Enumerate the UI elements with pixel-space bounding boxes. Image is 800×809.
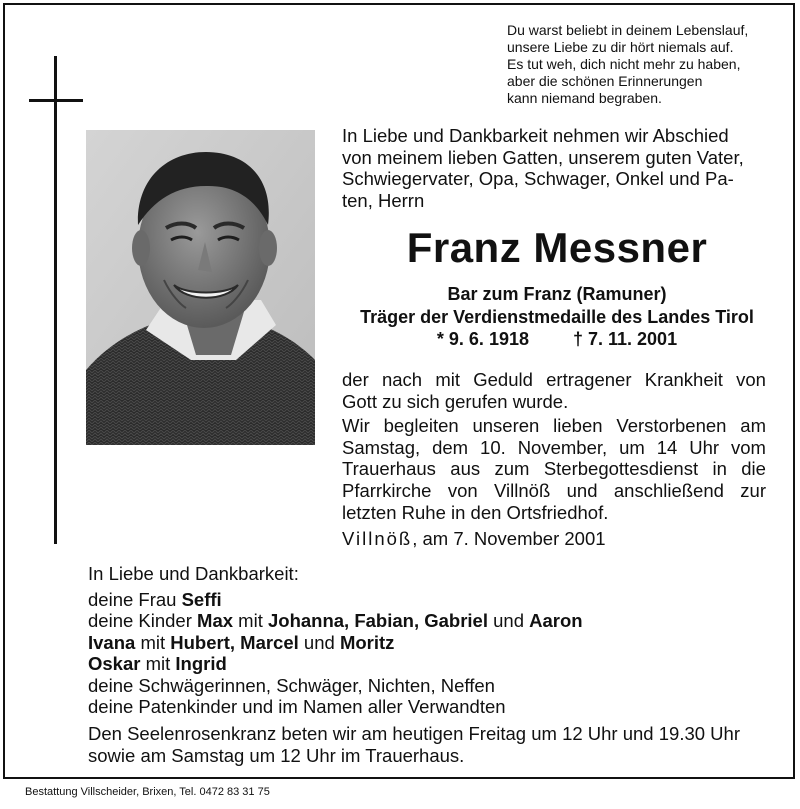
rosary-notice bbox=[88, 723, 768, 767]
honor-line: Träger der Verdienstmedaille des Landes Tirol bbox=[360, 307, 754, 327]
cross-vertical-bar bbox=[54, 56, 57, 544]
intro-text bbox=[342, 125, 772, 211]
intro-line: In Liebe und Dankbarkeit nehmen wir Abschied bbox=[342, 125, 729, 146]
birth-date: * 9. 6. 1918 bbox=[436, 329, 529, 349]
spouse-name: Ingrid bbox=[175, 653, 227, 674]
funeral-details bbox=[342, 415, 766, 523]
place-name: Villnöß bbox=[342, 528, 413, 549]
grandchildren-names: Hubert, Marcel bbox=[170, 631, 299, 653]
connector: und bbox=[487, 610, 530, 631]
grandchildren-names: Johanna, Fabian, Gabriel bbox=[267, 610, 488, 631]
intro-line: von meinem lieben Gatten, unserem guten Vater, bbox=[342, 146, 744, 168]
family-line-relatives: deine Schwägerinnen, Schwäger, Nichten, Neffen bbox=[88, 674, 495, 696]
notice-body bbox=[342, 369, 766, 523]
child-name: Ivana bbox=[88, 631, 136, 653]
poem-line: kann niemand begraben. bbox=[507, 90, 662, 106]
cross-horizontal-bar bbox=[29, 99, 83, 102]
body-line: letzten Ruhe in den Ortsfriedhof. bbox=[342, 501, 609, 523]
body-line: Trauerhaus aus zum Sterbegottesdienst in die bbox=[342, 458, 766, 480]
body-line: der nach mit Geduld ertragener Krankheit von bbox=[342, 369, 766, 390]
connector: mit bbox=[135, 631, 171, 653]
rosary-line: Den Seelenrosenkranz beten wir am heutigen Freitag um 12 Uhr und 19.30 Uhr bbox=[88, 723, 740, 744]
family-list bbox=[88, 563, 768, 718]
funeral-home-credit: Bestattung Villscheider, Brixen, Tel. 0472 83 31 75 bbox=[25, 786, 270, 798]
poem-line: aber die schönen Erinnerungen bbox=[507, 73, 703, 89]
deceased-name: Franz Messner bbox=[406, 224, 708, 271]
portrait-photo bbox=[86, 130, 315, 445]
poem-line: Es tut weh, dich nicht mehr zu haben, bbox=[507, 56, 741, 72]
family-heading: In Liebe und Dankbarkeit: bbox=[88, 563, 299, 584]
family-line-child2 bbox=[88, 632, 768, 654]
child-name: Max bbox=[197, 610, 234, 631]
child-name: Oskar bbox=[88, 653, 141, 674]
business-name: Bar zum Franz (Ramuner) bbox=[447, 284, 667, 304]
grandchild-name: Moritz bbox=[339, 631, 395, 653]
intro-line: ten, Herrn bbox=[342, 189, 425, 211]
death-date: † 7. 11. 2001 bbox=[572, 329, 678, 349]
relation-label: deine Frau bbox=[88, 588, 182, 610]
family-line-wife bbox=[88, 589, 768, 611]
body-line: Wir begleiten unseren lieben Verstorbenen am bbox=[342, 415, 766, 437]
poem bbox=[507, 22, 787, 107]
poem-line: unsere Liebe zu dir hört niemals auf. bbox=[507, 39, 734, 55]
body-line: Gott zu sich gerufen wurde. bbox=[342, 390, 569, 412]
connector: mit bbox=[233, 610, 268, 631]
grandchild-name: Aaron bbox=[529, 610, 583, 631]
rosary-line: sowie am Samstag um 12 Uhr im Trauerhaus. bbox=[88, 745, 465, 766]
relation-label: deine Kinder bbox=[88, 610, 198, 631]
family-line-child3 bbox=[88, 653, 768, 675]
connector: mit bbox=[140, 653, 176, 674]
body-line: Pfarrkirche von Villnöß und anschließend zur bbox=[342, 479, 766, 501]
family-line-godchildren: deine Patenkinder und im Namen aller Verwandten bbox=[88, 696, 506, 717]
poem-line: Du warst beliebt in deinem Lebenslauf, bbox=[507, 22, 749, 38]
notice-date: , am 7. November 2001 bbox=[412, 528, 606, 549]
body-line: Samstag, dem 10. November, um 14 Uhr vom bbox=[342, 436, 766, 458]
family-line-children bbox=[88, 610, 768, 632]
connector: und bbox=[298, 631, 340, 653]
life-dates bbox=[342, 328, 772, 350]
place-and-date bbox=[342, 528, 606, 550]
wife-name: Seffi bbox=[181, 588, 222, 610]
intro-line: Schwiegervater, Opa, Schwager, Onkel und Pa- bbox=[342, 168, 734, 189]
